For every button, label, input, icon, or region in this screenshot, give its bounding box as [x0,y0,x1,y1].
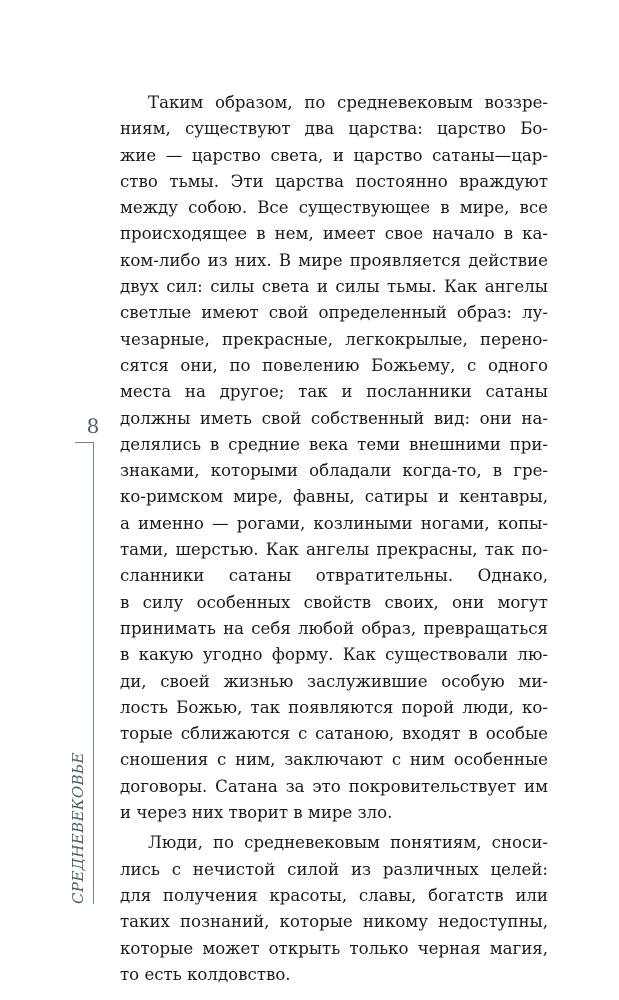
text-line: делялись в средние века теми внешними при- [120,434,548,454]
text-line: то есть колдовство. [120,964,291,984]
text-line: в какую угодно форму. Как существовали лю- [120,645,548,665]
text-line: сятся они, по повелению Божьему, с одного [120,355,548,375]
text-line: лись с нечистой силой из различных целей: [120,859,548,879]
text-line: ди, своей жизнью заслужившие особую ми- [120,671,548,691]
text-line: места на другое; так и посланники сатаны [120,382,548,402]
text-line: договоры. Сатана за это покровительствует им [120,776,548,796]
text-line: светлые имеют свой определенный образ: лу- [120,303,548,323]
paragraph [120,90,548,826]
text-line: таких познаний, которые никому недоступны, [120,912,548,932]
margin-rule [93,442,94,904]
text-line: торые сближаются с сатаною, входят в особые [120,724,548,744]
text-line: сланники сатаны отвратительны. Однако, [120,566,548,586]
text-line: для получения красоты, славы, богатств или [120,885,548,905]
text-line: должны иметь свой собственный вид: они на- [120,408,548,428]
text-line: знаками, которыми обладали когда-то, в гре- [120,461,548,481]
text-line: между собою. Все существующее в мире, все [120,198,548,218]
text-line: и через них творит в мире зло. [120,803,393,823]
text-line: происходящее в нем, имеет свое начало в ка- [120,224,548,244]
text-line: которые может открыть только черная магия, [120,938,548,958]
text-line: лость Божью, так появляются порой люди, ко- [120,697,548,717]
text-line: ниям, существуют два царства: царство Бо- [120,119,548,139]
text-line: а именно — рогами, козлиными ногами, копы- [120,513,548,533]
paragraph [120,830,548,988]
text-line: ство тьмы. Эти царства постоянно враждуют [120,171,548,191]
text-line: Люди, по средневековым понятиям, сноси- [148,833,548,853]
text-line: Таким образом, по средневековым воззре- [148,93,548,112]
section-title: СРЕДНЕВЕКОВЬЕ [69,752,87,904]
margin-tick [75,442,94,443]
body-text [120,90,548,992]
text-line: двух сил: силы света и силы тьмы. Как ангелы [120,277,548,297]
text-line: принимать на себя любой образ, превращаться [120,618,548,638]
text-line: жие — царство света, и царство сатаны—цар- [120,145,548,165]
text-line: ко-римском мире, фавны, сатиры и кентавры, [120,487,548,507]
text-line: чезарные, прекрасные, легкокрылые, перено- [120,329,548,349]
page-number: 8 [86,414,100,438]
text-line: ком-либо из них. В мире проявляется действие [120,250,548,270]
text-line: в силу особенных свойств своих, они могут [120,592,548,612]
text-line: тами, шерстью. Как ангелы прекрасны, так по- [120,540,548,560]
text-line: сношения с ним, заключают с ним особенные [120,750,548,770]
